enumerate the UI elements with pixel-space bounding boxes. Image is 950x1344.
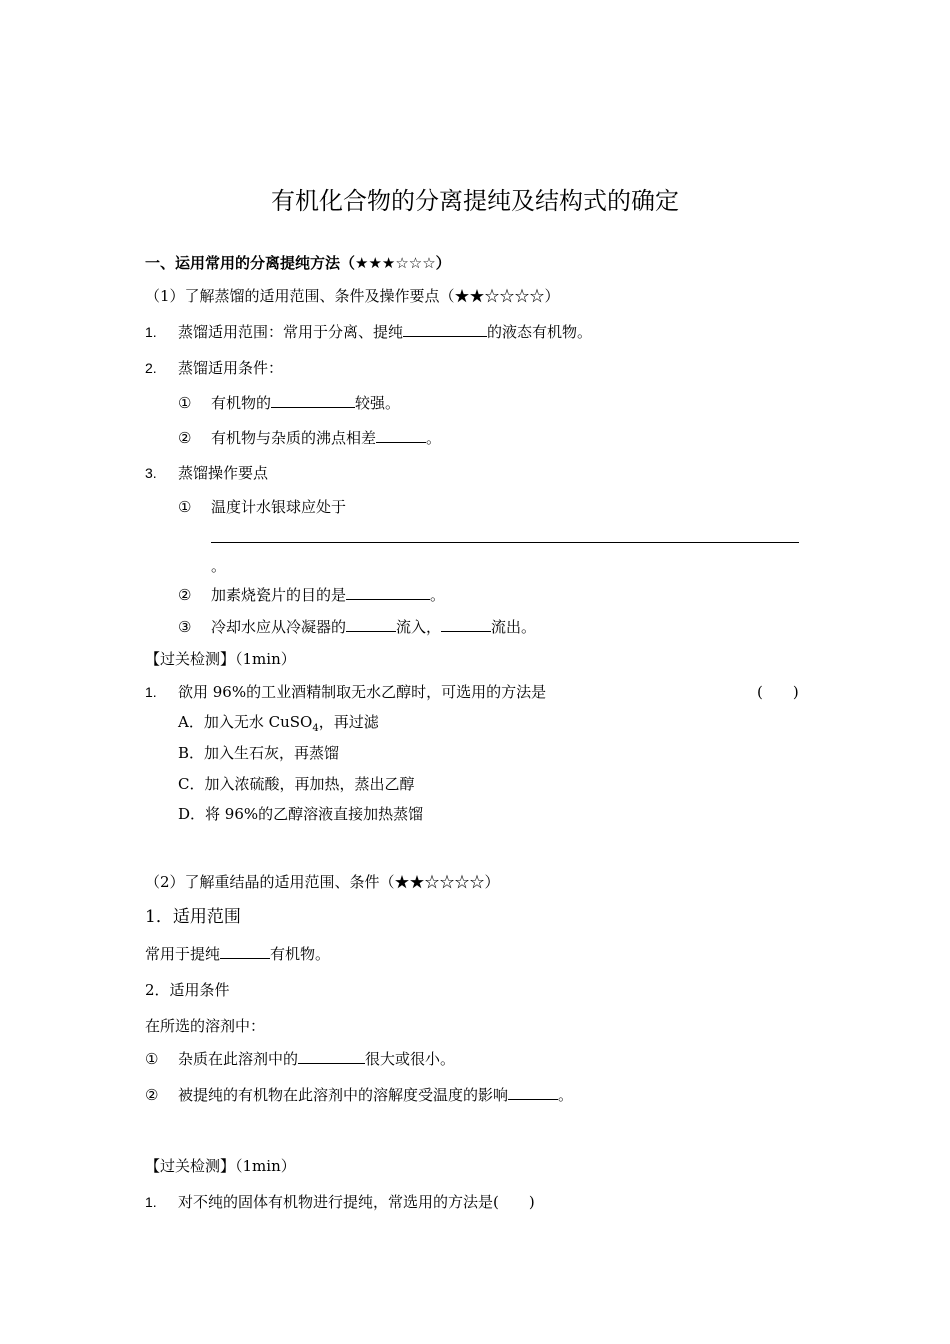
text: 杂质在此溶剂中的 [178, 1050, 299, 1068]
condition-1 [211, 393, 400, 413]
circle-marker: ① [145, 1050, 159, 1068]
text: 的液态有机物。 [487, 323, 593, 341]
circle-marker: ① [178, 394, 192, 412]
text: 冷却水应从冷凝器的 [211, 618, 347, 636]
check-heading: 【过关检测】（1min） [145, 1157, 296, 1175]
text: 很大或很小。 [365, 1050, 456, 1068]
text: 。 [430, 586, 446, 604]
answer-blank[interactable] [403, 322, 487, 337]
answer-blank[interactable] [346, 585, 430, 600]
operation-2 [211, 585, 445, 605]
circle-marker: ① [178, 498, 192, 516]
text: 。 [426, 429, 442, 447]
answer-blank-long[interactable] [211, 542, 799, 543]
item-number: 1. [145, 324, 157, 340]
check-heading: 【过关检测】（1min） [145, 650, 296, 668]
conditions-intro: 在所选的溶剂中： [145, 1017, 266, 1035]
answer-blank[interactable] [298, 1049, 365, 1064]
circle-marker: ② [178, 586, 192, 604]
subsection-heading-recrystallization: （2）了解重结晶的适用范围、条件（★★☆☆☆☆） [145, 873, 500, 891]
condition-2 [211, 428, 441, 448]
operation-3 [211, 617, 536, 637]
text: 流出。 [491, 618, 537, 636]
question-2: 对不纯的固体有机物进行提纯，常选用的方法是( ) [178, 1193, 535, 1211]
answer-blank[interactable] [220, 944, 270, 959]
text: 被提纯的有机物在此溶剂中的溶解度受温度的影响 [178, 1086, 509, 1104]
text: 流入， [396, 618, 442, 636]
subscript: 4 [312, 723, 319, 734]
text: 有机物与杂质的沸点相差 [211, 429, 377, 447]
text: A．加入无水 CuSO [178, 713, 313, 731]
answer-blank[interactable] [271, 393, 355, 408]
option-a[interactable] [178, 712, 379, 739]
answer-blank[interactable] [441, 617, 491, 632]
text: 常用于提纯 [145, 945, 221, 963]
question-number: 1. [145, 1194, 157, 1210]
distillation-scope [178, 322, 592, 342]
question-number: 1. [145, 684, 157, 700]
answer-paren[interactable]: ( ) [757, 683, 799, 701]
recrystallization-condition-1 [178, 1049, 455, 1069]
text: 。 [558, 1086, 574, 1104]
scope-text [145, 944, 330, 964]
operation-1: 温度计水银球应处于 [211, 498, 347, 516]
text: 有机物的 [211, 394, 272, 412]
text: 较强。 [355, 394, 401, 412]
item-number: 2. [145, 360, 157, 376]
distillation-operations: 蒸馏操作要点 [178, 464, 269, 482]
option-b[interactable]: B．加入生石灰，再蒸馏 [178, 744, 340, 762]
circle-marker: ② [178, 429, 192, 447]
circle-marker: ② [145, 1086, 159, 1104]
section-heading: 一、运用常用的分离提纯方法（★★★☆☆☆） [145, 254, 451, 272]
page-title: 有机化合物的分离提纯及结构式的确定 [271, 187, 679, 215]
distillation-conditions: 蒸馏适用条件： [178, 359, 284, 377]
scope-heading: 1．适用范围 [145, 907, 241, 927]
text: 有机物。 [270, 945, 331, 963]
answer-blank[interactable] [346, 617, 396, 632]
circle-marker: ③ [178, 618, 192, 636]
conditions-heading: 2．适用条件 [145, 981, 230, 999]
answer-blank[interactable] [508, 1085, 558, 1100]
answer-blank[interactable] [376, 428, 426, 443]
period: 。 [211, 557, 227, 575]
option-c[interactable]: C．加入浓硫酸，再加热，蒸出乙醇 [178, 775, 415, 793]
item-number: 3. [145, 465, 157, 481]
text: ，再过滤 [318, 713, 379, 731]
question-1: 欲用 96%的工业酒精制取无水乙醇时，可选用的方法是 [178, 683, 547, 701]
subsection-heading-distillation: （1）了解蒸馏的适用范围、条件及操作要点（★★☆☆☆☆） [145, 287, 560, 305]
recrystallization-condition-2 [178, 1085, 573, 1105]
option-d[interactable]: D．将 96%的乙醇溶液直接加热蒸馏 [178, 805, 424, 823]
text: 蒸馏适用范围：常用于分离、提纯 [178, 323, 404, 341]
text: 加素烧瓷片的目的是 [211, 586, 347, 604]
